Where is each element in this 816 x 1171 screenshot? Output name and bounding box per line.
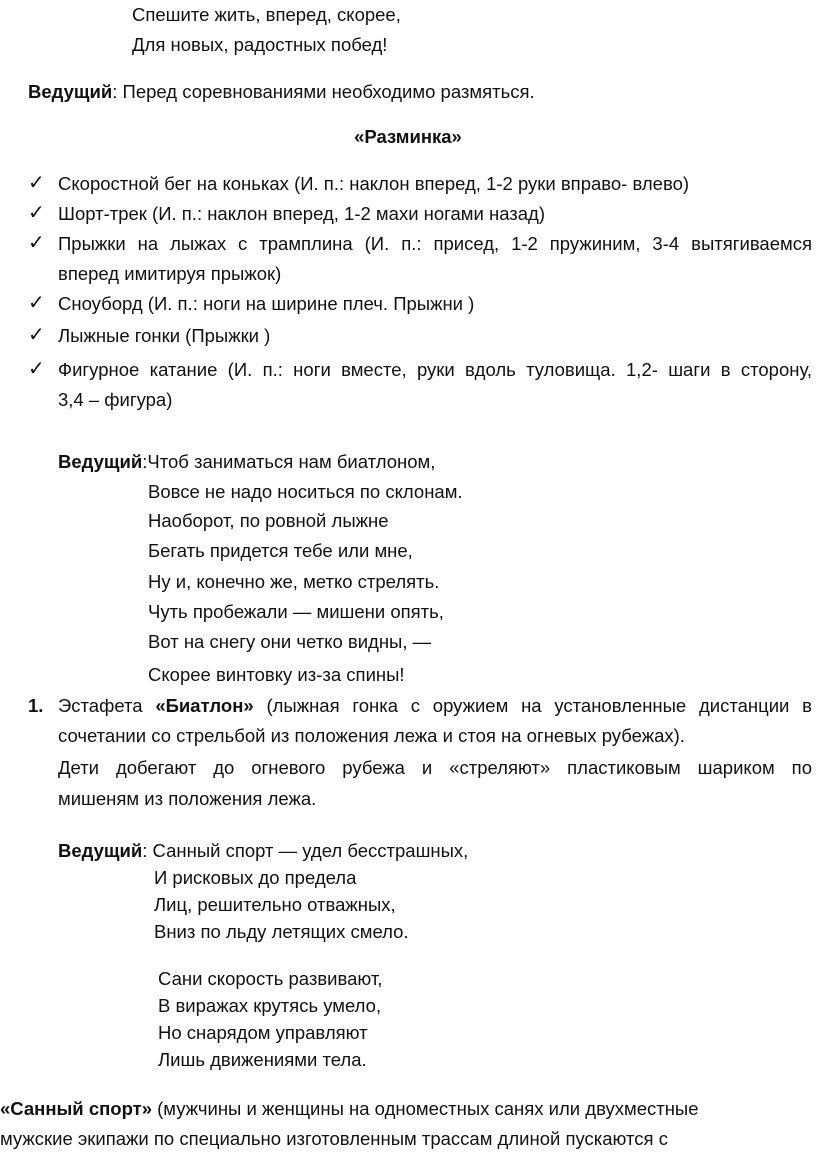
host-poem-biathlon-first-line	[58, 449, 435, 475]
host-remark-1	[28, 79, 535, 105]
speaker-label: Ведущий	[58, 451, 143, 472]
relay-name: «Биатлон»	[155, 695, 254, 716]
warmup-item: Лыжные гонки (Прыжки )	[58, 325, 271, 346]
poem-line: Наоборот, по ровной лыжне	[148, 510, 389, 531]
intro-poem-line-2: Для новых, радостных побед!	[132, 34, 388, 55]
warmup-item: Шорт-трек (И. п.: наклон вперед, 1-2 махи ногами назад)	[58, 203, 546, 224]
poem-line: Лишь движениями тела.	[158, 1049, 367, 1070]
poem-line: В виражах крутясь умело,	[158, 995, 382, 1016]
host-poem-luge-first-line	[58, 838, 468, 864]
relay-prefix: Эстафета	[58, 695, 156, 716]
speaker-label: Ведущий	[58, 840, 143, 861]
checkmark-icon: ✓	[28, 232, 45, 254]
poem-line: Вовсе не надо носиться по склонам.	[148, 481, 463, 502]
warmup-item-continuation: вперед имитируя прыжок)	[58, 263, 282, 284]
warmup-item: Прыжки на лыжах с трамплина (И. п.: присед, 1-2 пружиним, 3-4 вытягиваемся	[58, 233, 812, 254]
warmup-item: Сноуборд (И. п.: ноги на ширине плеч. Прыжни )	[58, 293, 475, 314]
poem-line: Лиц, решительно отважных,	[154, 894, 396, 915]
luge-name: «Санный спорт»	[0, 1098, 152, 1119]
checkmark-icon: ✓	[28, 202, 45, 224]
warmup-title: «Разминка»	[354, 126, 462, 147]
checkmark-icon: ✓	[28, 358, 45, 380]
relay-text: (лыжная гонка с оружием на установленные дистанции в	[253, 695, 812, 716]
poem-line: : Санный спорт — удел бесстрашных,	[142, 840, 469, 861]
relay-description-line-3: Дети добегают до огневого рубежа и «стреляют» пластиковым шариком по	[58, 757, 812, 778]
poem-line: Ну и, конечно же, метко стрелять.	[148, 571, 440, 592]
speaker-label: Ведущий	[28, 81, 113, 102]
checkmark-icon: ✓	[28, 172, 45, 194]
poem-line: Бегать придется тебе или мне,	[148, 540, 413, 561]
relay-description-line-4: мишеням из положения лежа.	[58, 788, 317, 809]
warmup-item: Скоростной бег на коньках (И. п.: наклон вперед, 1-2 руки вправо- влево)	[58, 173, 690, 194]
relay-description-line-2: сочетании со стрельбой из положения лежа и стоя на огневых рубежах).	[58, 725, 685, 746]
poem-line: Чуть пробежали — мишени опять,	[148, 601, 444, 622]
luge-description-line-1	[0, 1096, 699, 1122]
checkmark-icon: ✓	[28, 292, 45, 314]
poem-line: И рисковых до предела	[154, 867, 357, 888]
poem-line: Скорее винтовку из-за спины!	[148, 664, 405, 685]
poem-line: Но снарядом управляют	[158, 1022, 368, 1043]
poem-line: :Чтоб заниматься нам биатлоном,	[142, 451, 436, 472]
poem-line: Вот на снегу они четко видны, —	[148, 631, 432, 652]
intro-poem-line-1: Спешите жить, вперед, скорее,	[132, 4, 401, 25]
poem-line: Вниз по льду летящих смело.	[154, 921, 409, 942]
checkmark-icon: ✓	[28, 324, 45, 346]
warmup-item-continuation: 3,4 – фигура)	[58, 389, 173, 410]
relay-description-line-1	[58, 693, 812, 719]
warmup-item: Фигурное катание (И. п.: ноги вместе, руки вдоль туловища. 1,2- шаги в сторону,	[58, 359, 812, 380]
poem-line: Сани скорость развивают,	[158, 968, 383, 989]
luge-text: (мужчины и женщины на одноместных санях или двухместные	[152, 1098, 699, 1119]
host-remark-text: : Перед соревнованиями необходимо размяться.	[112, 81, 535, 102]
list-number: 1.	[28, 695, 44, 716]
luge-description-line-2: мужские экипажи по специально изготовленным трассам длиной пускаются с	[0, 1128, 668, 1149]
